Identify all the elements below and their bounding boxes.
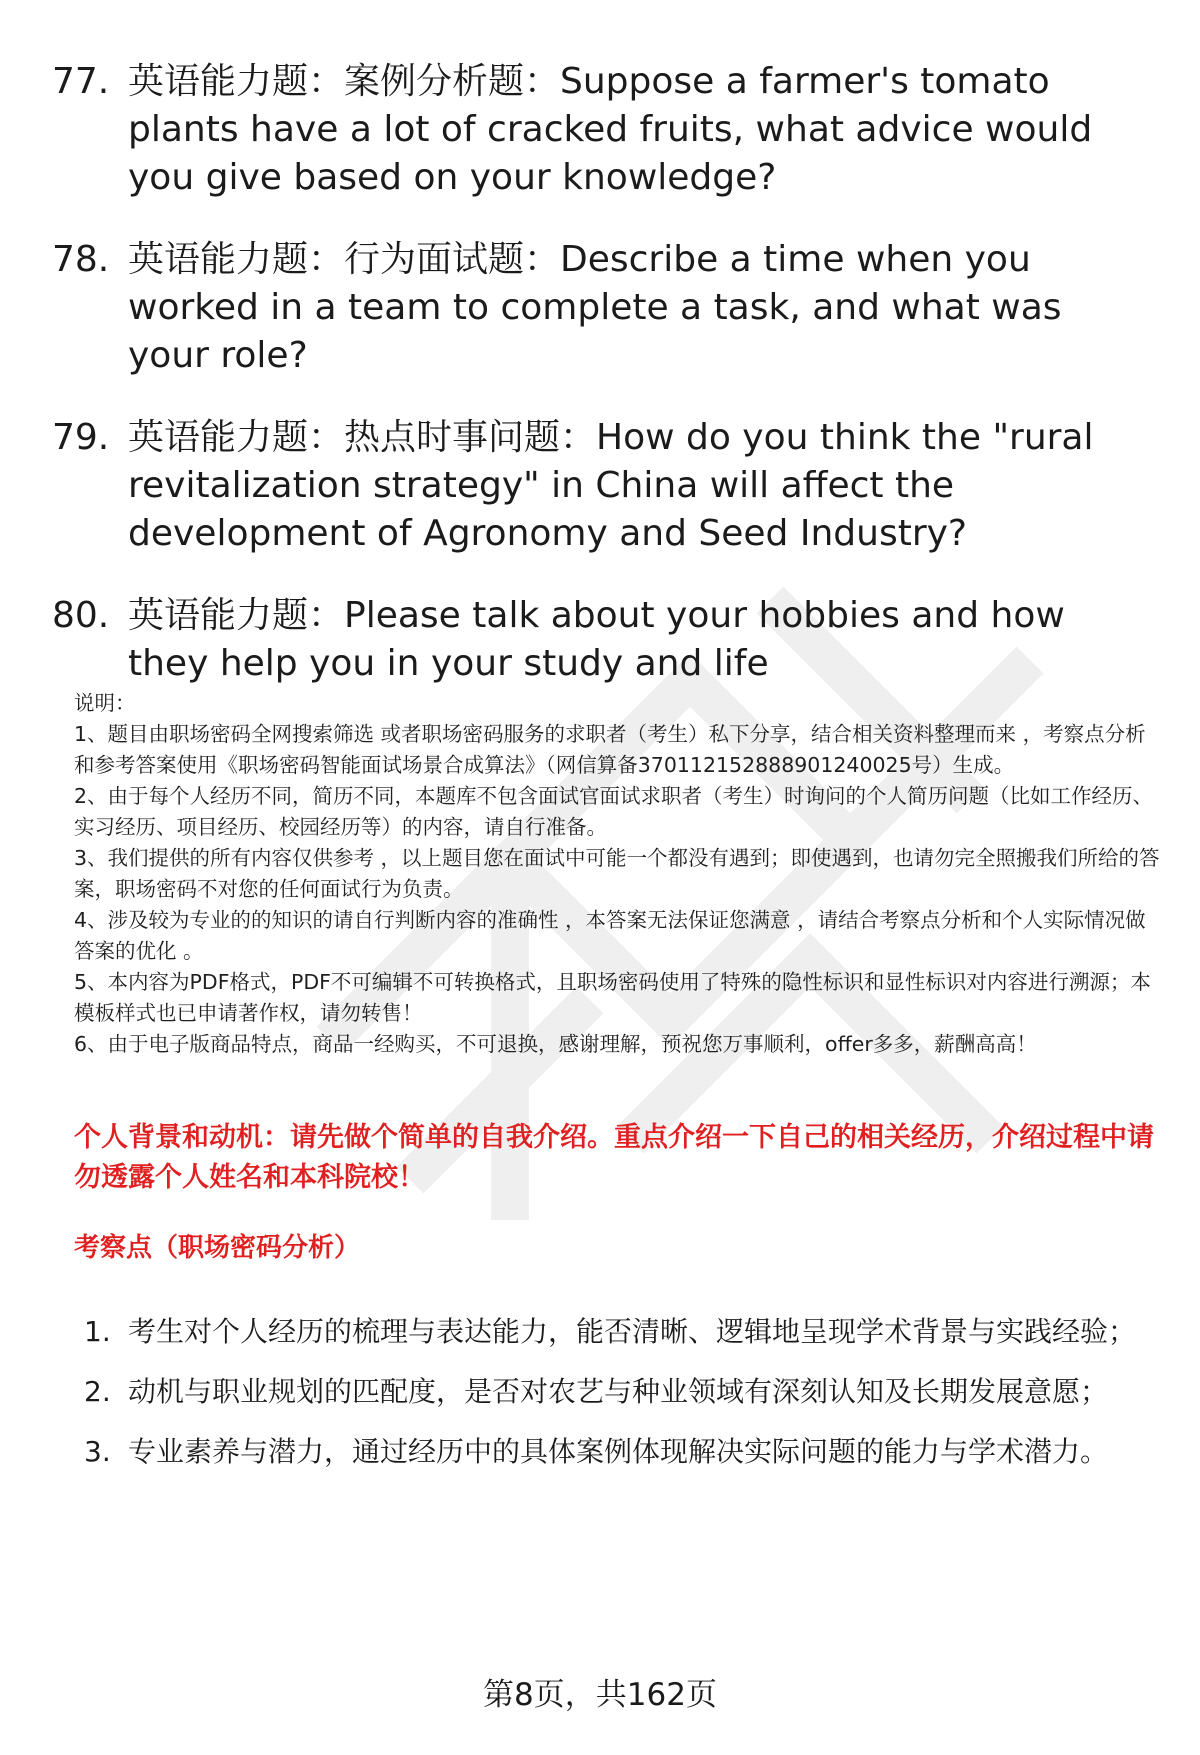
point-number: 3.: [84, 1435, 111, 1468]
notes-item: 3、我们提供的所有内容仅供参考 ，以上题目您在面试中可能一个都没有遇到；即使遇到，也请勿完全照搬我们所给的答案，职场密码不对您的任何面试行为负责。: [74, 846, 1160, 901]
question-list: [52, 58, 1152, 722]
notes-item: 5、本内容为PDF格式，PDF不可编辑不可转换格式，且职场密码使用了特殊的隐性标识和显性标识对内容进行溯源；本模板样式也已申请著作权，请勿转售！: [74, 970, 1151, 1025]
question-number: 78.: [52, 239, 110, 280]
question-item: [52, 592, 1152, 688]
page-footer: 第8页，共162页: [483, 1677, 717, 1713]
notes-title: 说明：: [74, 691, 136, 715]
point-text: 考生对个人经历的梳理与表达能力，能否清晰、逻辑地呈现学术背景与实践经验；: [128, 1315, 1137, 1348]
question-item: [52, 414, 1152, 558]
background-question-heading: 个人背景和动机：请先做个简单的自我介绍。重点介绍一下自己的相关经历，介绍过程中请勿透露个人姓名和本科院校！: [74, 1122, 1154, 1193]
assessment-points-heading: 考察点（职场密码分析）: [74, 1233, 361, 1263]
question-text: 英语能力题：案例分析题：Suppose a farmer's tomato plants have a lot of cracked fruits, what advice would you give based on your knowledge?: [128, 61, 1093, 198]
notes-item: 4、涉及较为专业的的知识的请自行判断内容的准确性 ，本答案无法保证您满意 ，请结合考察点分析和个人实际情况做答案的优化 。: [74, 908, 1146, 963]
point-text: 动机与职业规划的匹配度，是否对农艺与种业领域有深刻认知及长期发展意愿；: [128, 1375, 1109, 1408]
question-item: [52, 58, 1152, 202]
question-number: 80.: [52, 595, 110, 636]
question-number: 79.: [52, 417, 110, 458]
point-text: 专业素养与潜力，通过经历中的具体案例体现解决实际问题的能力与学术潜力。: [128, 1435, 1109, 1468]
question-item: [52, 236, 1152, 380]
assessment-point: [84, 1302, 1164, 1362]
point-number: 1.: [84, 1315, 111, 1348]
notes-item: 1、题目由职场密码全网搜索筛选 或者职场密码服务的求职者（考生）私下分享，结合相关资料整理而来 ，考察点分析和参考答案使用《职场密码智能面试场景合成算法》（网信算备370112152888901240025号）生成。: [74, 722, 1146, 777]
question-text: 英语能力题：行为面试题：Describe a time when you worked in a team to complete a task, and what was your role?: [128, 239, 1062, 376]
question-text: 英语能力题：热点时事问题：How do you think the "rural revitalization strategy" in China will affect the development of Agronomy and Seed Industry?: [128, 417, 1094, 554]
assessment-points-list: [84, 1302, 1164, 1482]
assessment-point: [84, 1362, 1164, 1422]
point-number: 2.: [84, 1375, 111, 1408]
notes-section: [74, 688, 1164, 1060]
question-text: 英语能力题：Please talk about your hobbies and how they help you in your study and life: [128, 595, 1065, 684]
notes-item: 6、由于电子版商品特点，商品一经购买，不可退换，感谢理解，预祝您万事顺利，offer多多，薪酬高高！: [74, 1032, 1037, 1056]
assessment-point: [84, 1422, 1164, 1482]
question-number: 77.: [52, 61, 110, 102]
notes-item: 2、由于每个人经历不同，简历不同，本题库不包含面试官面试求职者（考生）时询问的个人简历问题（比如工作经历、实习经历、项目经历、校园经历等）的内容，请自行准备。: [74, 784, 1154, 839]
